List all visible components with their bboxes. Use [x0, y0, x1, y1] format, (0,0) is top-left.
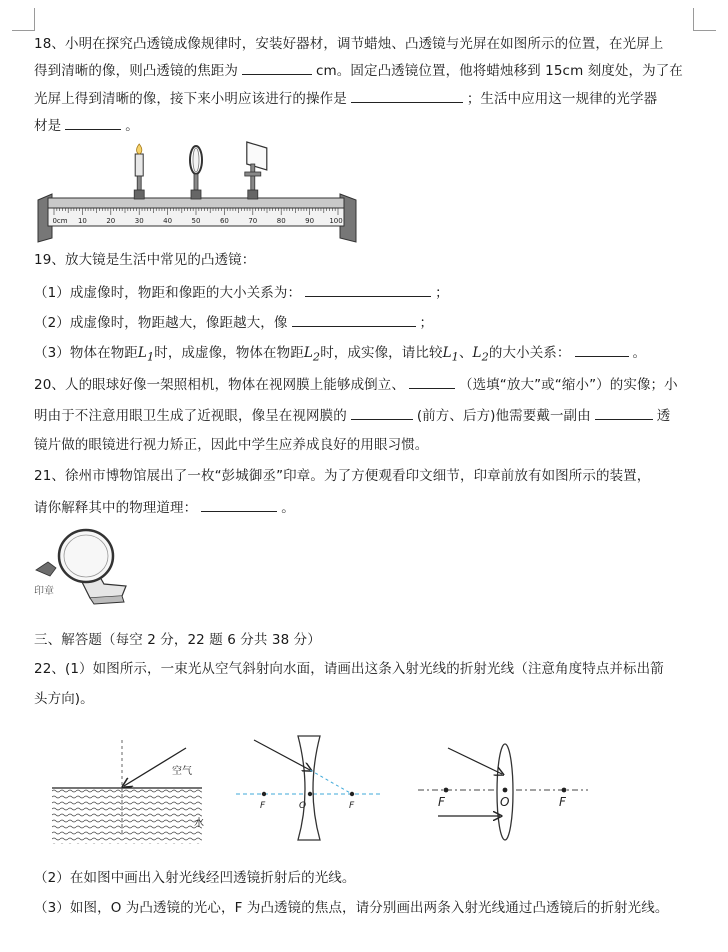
q21-line-2	[34, 497, 295, 518]
magnifier-seal-figure	[34, 526, 138, 608]
q18-line-1	[34, 34, 663, 54]
q18-line-3	[34, 88, 657, 109]
magnifier-lens-frame	[59, 530, 113, 582]
ruler-tick-label: 100	[329, 217, 343, 225]
q18-blank-operation[interactable]	[351, 88, 463, 103]
focus-right-point	[350, 792, 354, 796]
q20-text-3: 镜片做的眼镜进行视力矫正，因此中学生应养成良好的用眼习惯。	[34, 437, 429, 453]
q18-line-2	[34, 60, 683, 81]
q19-line-1	[34, 250, 255, 270]
q19-text-4a: （3）物体在物距	[34, 345, 138, 361]
q19-blank-3[interactable]	[575, 342, 629, 357]
q19-blank-1[interactable]	[305, 282, 431, 297]
water-region	[52, 788, 202, 844]
ruler-tick-label: 40	[163, 217, 173, 225]
q22-text-1: 22、(1）如图所示，一束光从空气斜射向水面，请画出这条入射光线的折射光线（注意角度特点并标出箭	[34, 661, 664, 677]
q21-line-1	[34, 466, 650, 486]
fig3-optical-center-point	[503, 788, 508, 793]
q22-part-3: （3）如图，O 为凸透镜的光心，F 为凸透镜的焦点，请分别画出两条入射光线通过凸透镜后的折射光线。	[34, 900, 669, 916]
q20-blank-2[interactable]	[351, 405, 413, 420]
bench-rail-top	[48, 198, 344, 208]
air-water-figure	[52, 740, 214, 848]
extension-line-fig2	[310, 770, 352, 794]
fig2-label-O: O	[299, 801, 307, 811]
fig3-label-O: O	[500, 795, 510, 809]
q20-text-2c: 透	[656, 408, 671, 424]
q20-line-2	[34, 405, 670, 426]
q19-L1-b: $L_1$	[442, 345, 459, 364]
ruler-tick-label: 10	[77, 217, 87, 225]
q19-text-3a: （2）成虚像时，物距越大，像距越大，像	[34, 315, 288, 331]
focus-left-point	[262, 792, 266, 796]
q19-text-1: 19、放大镜是生活中常见的凸透镜：	[34, 252, 256, 268]
seal-label: 印章	[34, 586, 54, 597]
section3-title: 三、解答题（每空 2 分，22 题 6 分共 38 分）	[34, 632, 321, 648]
q22-text-2: 头方向)。	[34, 691, 94, 707]
water-label: 水	[194, 818, 204, 829]
page-corner-mark-left	[12, 8, 35, 31]
candle	[134, 144, 144, 199]
fig2-label-F-right: F	[349, 801, 355, 811]
q18-blank-focal-length[interactable]	[242, 60, 312, 75]
q20-text-2a: 明由于不注意用眼卫生成了近视眼，像呈在视网膜的	[34, 408, 347, 424]
q18-text-3b: ；生活中应用这一规律的光学器	[466, 91, 658, 107]
q18-text-2a: 得到清晰的像，则凸透镜的焦距为	[34, 63, 238, 79]
q19-text-2b: ；	[435, 285, 449, 301]
ruler-tick-label: 50	[191, 217, 201, 225]
fig3-focus-left-point	[444, 788, 449, 793]
q18-blank-device[interactable]	[65, 115, 121, 130]
q22-line-1	[34, 659, 664, 679]
optical-bench-figure	[34, 142, 374, 244]
incident-ray-through-focus	[448, 748, 502, 774]
fig3-focus-right-point	[562, 788, 567, 793]
ruler-tick-label: 30	[134, 217, 144, 225]
light-screen	[245, 142, 267, 199]
air-label: 空气	[172, 766, 192, 777]
seal-shape	[36, 562, 56, 576]
convex-lens-holder	[190, 146, 202, 199]
ruler-tick-label: 0cm	[52, 217, 68, 225]
ruler-tick-label: 90	[305, 217, 315, 225]
q19-text-2a: （1）成虚像时，物距和像距的大小关系为：	[34, 285, 302, 301]
ruler-tick-label: 60	[219, 217, 229, 225]
q19-line-3	[34, 312, 433, 333]
ruler-tick-label: 70	[248, 217, 258, 225]
q20-line-3	[34, 435, 428, 455]
q18-text-4b: 。	[125, 118, 139, 134]
q19-text-4b: 时，成虚像，物体在物距	[154, 345, 304, 361]
q20-blank-3[interactable]	[595, 405, 653, 420]
q19-text-4d: 、	[458, 345, 473, 361]
q20-blank-1[interactable]	[409, 374, 455, 389]
q18-text-1: 18、小明在探究凸透镜成像规律时，安装好器材，调节蜡烛、凸透镜与光屏在如图所示的位置，在光屏上	[34, 36, 664, 52]
fig2-label-F-left: F	[260, 801, 266, 811]
q20-text-2b: (前方、后方)他需要戴一副由	[416, 408, 591, 424]
q19-line-2	[34, 282, 449, 303]
q20-text-1a: 20、人的眼球好像一架照相机，物体在视网膜上能够成倒立、	[34, 377, 405, 393]
ruler-tick-label: 20	[106, 217, 116, 225]
concave-lens-figure	[236, 734, 386, 844]
concave-lens	[298, 736, 320, 840]
q21-blank-1[interactable]	[201, 497, 277, 512]
q19-text-4c: 时，成实像，请比较	[320, 345, 443, 361]
q21-text-1: 21、徐州市博物馆展出了一枚“彭城御丞”印章。为了方便观看印文细节，印章前放有如图所示的装置，	[34, 468, 651, 484]
q19-blank-2[interactable]	[292, 312, 416, 327]
q19-L2-a: $L_2$	[303, 345, 321, 364]
q19-L1-a: $L_1$	[137, 345, 155, 364]
q19-L2-b: $L_2$	[472, 345, 489, 364]
q22-line-2	[34, 689, 94, 709]
optical-center-point-fig2	[308, 792, 312, 796]
q21-text-2a: 请你解释其中的物理道理：	[34, 500, 198, 516]
q20-line-1	[34, 374, 678, 395]
convex-lens-figure	[418, 740, 594, 848]
q19-text-3b: ；	[419, 315, 434, 331]
q20-text-1b: （选填“放大”或“缩小”）的实像；小	[458, 377, 678, 393]
page-corner-mark-right	[693, 8, 716, 31]
q22-part-2: （2）在如图中画出入射光线经凹透镜折射后的光线。	[34, 870, 356, 886]
fig3-label-F-left: F	[438, 795, 445, 809]
ruler-tick-label: 80	[276, 217, 286, 225]
q19-line-4	[34, 342, 646, 368]
q21-text-2b: 。	[281, 500, 295, 516]
q19-text-4e: 的大小关系：	[488, 345, 571, 361]
q18-text-4a: 材是	[34, 118, 62, 134]
q18-line-4	[34, 115, 139, 136]
fig3-label-F-right: F	[559, 795, 566, 809]
q19-text-4f: 。	[632, 345, 647, 361]
q18-text-3a: 光屏上得到清晰的像，接下来小明应该进行的操作是	[34, 91, 347, 107]
q18-text-2b: cm。固定凸透镜位置，他将蜡烛移到 15cm 刻度处，为了在	[316, 63, 683, 79]
